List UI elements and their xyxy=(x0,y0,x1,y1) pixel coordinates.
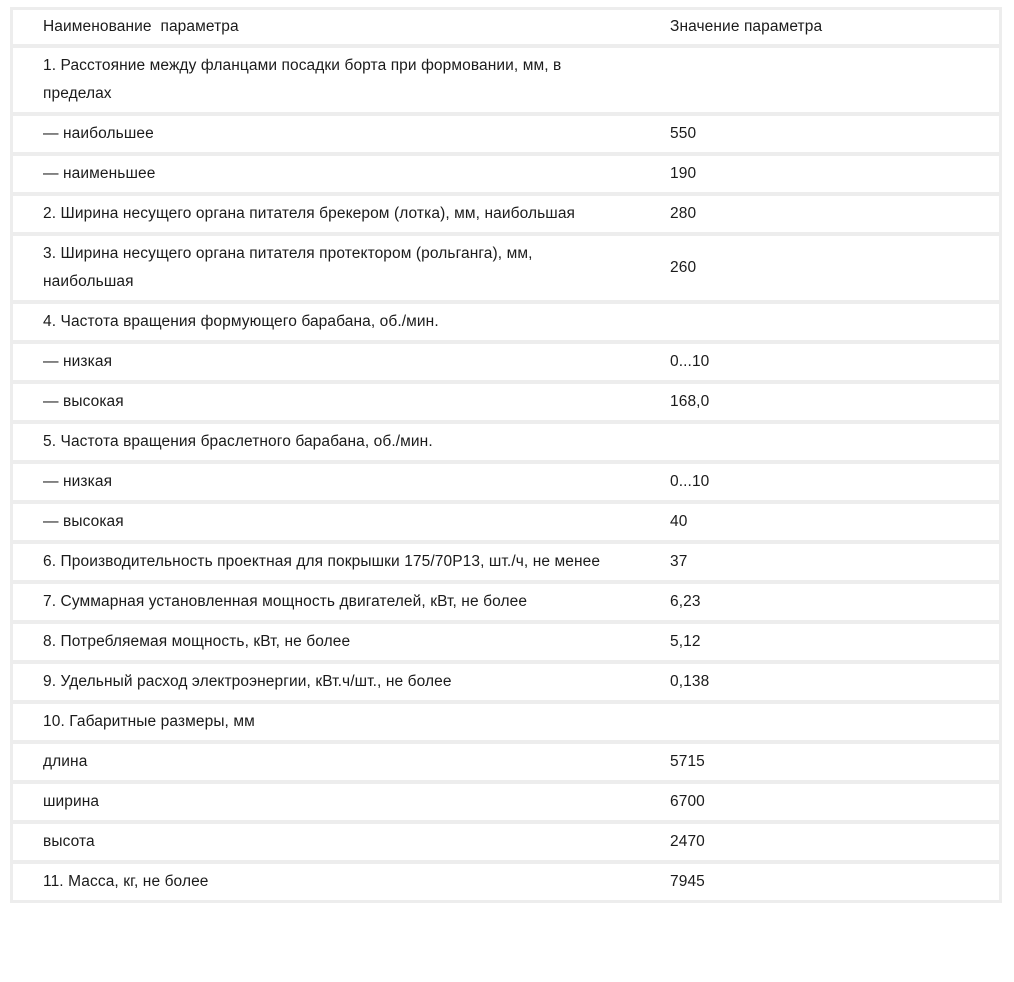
table-row xyxy=(13,820,999,860)
param-name-cell: 7. Суммарная установленная мощность двигателей, кВт, не более xyxy=(43,593,528,610)
param-name-cell: 2. Ширина несущего органа питателя брекером (лотка), мм, наибольшая xyxy=(43,205,576,222)
header-parameter-name: Наименование параметра xyxy=(43,18,239,35)
param-value-cell: 280 xyxy=(670,205,697,222)
param-value-cell: 5715 xyxy=(670,753,705,770)
param-name-cell: — низкая xyxy=(43,353,113,370)
table-row xyxy=(13,44,999,112)
param-name-cell: 9. Удельный расход электроэнергии, кВт.ч/шт., не более xyxy=(43,673,452,690)
param-value-cell: 168,0 xyxy=(670,393,710,410)
param-name-cell: высота xyxy=(43,833,95,850)
table-row xyxy=(13,780,999,820)
table-row xyxy=(13,700,999,740)
table-row xyxy=(13,580,999,620)
param-name-cell: 10. Габаритные размеры, мм xyxy=(43,713,255,730)
param-name-cell: 8. Потребляемая мощность, кВт, не более xyxy=(43,633,351,650)
specifications-table xyxy=(10,7,1002,903)
param-name-cell: — наибольшее xyxy=(43,125,154,142)
param-value-cell: 260 xyxy=(670,259,697,276)
table-row xyxy=(13,152,999,192)
param-value-cell xyxy=(640,704,999,740)
param-value-cell: 0...10 xyxy=(670,473,710,490)
param-name-cell: — наименьшее xyxy=(43,165,156,182)
param-name-cell: 6. Производительность проектная для покрышки 175/70Р13, шт./ч, не менее xyxy=(43,553,601,570)
table-row xyxy=(13,112,999,152)
param-name-cell: — высокая xyxy=(43,393,124,410)
table-row xyxy=(13,460,999,500)
param-value-cell: 37 xyxy=(670,553,688,570)
table-header-row xyxy=(13,10,999,44)
table-row xyxy=(13,860,999,900)
param-value-cell: 2470 xyxy=(670,833,705,850)
param-value-cell xyxy=(640,304,999,340)
param-name-cell: — низкая xyxy=(43,473,113,490)
param-value-cell: 40 xyxy=(670,513,688,530)
param-value-cell: 6700 xyxy=(670,793,705,810)
param-value-cell: 550 xyxy=(670,125,697,142)
table-row xyxy=(13,660,999,700)
param-name-cell: 5. Частота вращения браслетного барабана, об./мин. xyxy=(43,433,433,450)
table-row xyxy=(13,740,999,780)
param-name-cell: — высокая xyxy=(43,513,124,530)
param-value-cell: 190 xyxy=(670,165,697,182)
param-value-cell: 7945 xyxy=(670,873,705,890)
table-row xyxy=(13,380,999,420)
table-row xyxy=(13,500,999,540)
param-name-cell: 3. Ширина несущего органа питателя протектором (рольганга), мм, наибольшая xyxy=(43,245,533,290)
header-parameter-value: Значение параметра xyxy=(670,18,823,35)
table-row xyxy=(13,620,999,660)
param-value-cell: 6,23 xyxy=(670,593,701,610)
param-name-cell: 11. Масса, кг, не более xyxy=(43,873,209,890)
table-row xyxy=(13,420,999,460)
table-row xyxy=(13,192,999,232)
param-value-cell xyxy=(640,424,999,460)
param-value-cell: 0...10 xyxy=(670,353,710,370)
table-row xyxy=(13,340,999,380)
table-row xyxy=(13,300,999,340)
param-value-cell xyxy=(640,48,999,112)
param-name-cell: длина xyxy=(43,753,88,770)
param-name-cell: 4. Частота вращения формующего барабана, об./мин. xyxy=(43,313,439,330)
param-name-cell: ширина xyxy=(43,793,100,810)
param-value-cell: 5,12 xyxy=(670,633,701,650)
param-name-cell: 1. Расстояние между фланцами посадки борта при формовании, мм, в пределах xyxy=(43,57,562,102)
table-row xyxy=(13,232,999,300)
param-value-cell: 0,138 xyxy=(670,673,710,690)
table-row xyxy=(13,540,999,580)
